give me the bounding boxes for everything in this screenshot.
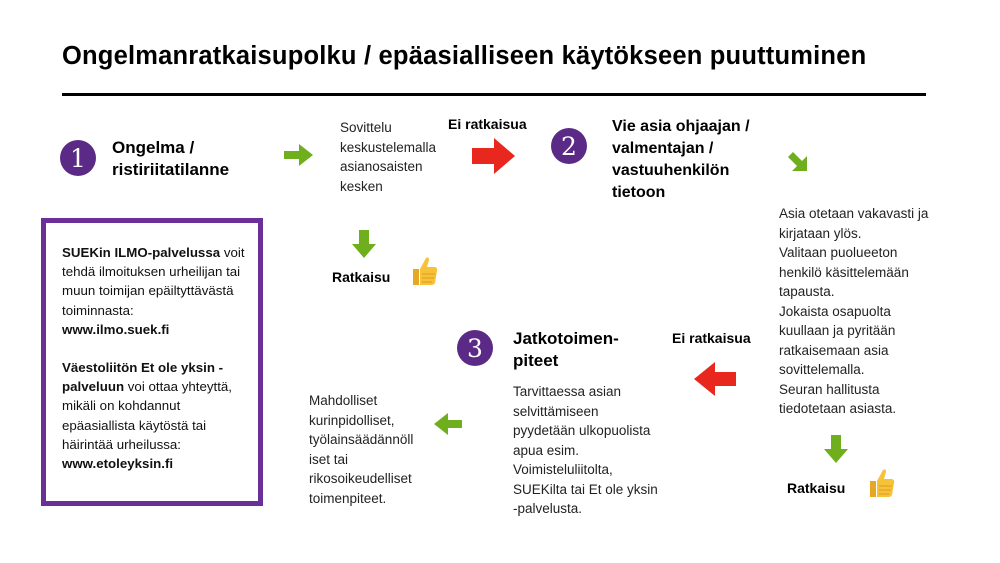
text-line: Valitaan puolueeton <box>779 245 898 260</box>
text-line: tapausta. <box>779 284 835 299</box>
title-divider <box>62 93 926 96</box>
step-2-heading-line: tietoon <box>612 184 666 201</box>
text-line: sovittelemalla. <box>779 362 865 377</box>
step-2-heading-line: Vie asia ohjaajan / <box>612 118 750 135</box>
text-line: rikosoikeudelliset <box>309 471 412 486</box>
text-line: kuullaan ja pyritään <box>779 323 896 338</box>
text-line: Seuran hallitusta <box>779 381 880 397</box>
text-line: Jokaista osapuolta <box>779 303 891 319</box>
step-3-heading-line: piteet <box>513 351 559 370</box>
text-line: työlainsäädännöll <box>309 432 414 447</box>
text-line: Asia otetaan vakavasti ja <box>779 206 929 221</box>
text-line: kirjataan ylös. <box>779 225 862 241</box>
step-3-heading-line: Jatkotoimen- <box>513 329 619 348</box>
green-arrow-icon <box>352 230 376 258</box>
text-line: Sovittelu <box>340 120 392 135</box>
text-line: kurinpidolliset, <box>309 412 395 428</box>
green-arrow-icon <box>434 413 462 435</box>
text-line: SUEKilta tai Et ole yksin <box>513 481 658 497</box>
info-paragraph-etoleyksin <box>62 358 246 473</box>
text-line: toimenpiteet. <box>309 490 387 506</box>
page-title: Ongelmanratkaisupolku / epäasialliseen käytökseen puuttuminen <box>62 42 867 70</box>
green-arrow-icon <box>824 435 848 463</box>
text-line: ratkaisemaan asia <box>779 342 889 358</box>
text-line: iset tai <box>309 451 349 467</box>
sovittelu-text <box>340 118 436 196</box>
step-1-heading-line: ristiriitatilanne <box>112 160 230 179</box>
step-2-heading-line: valmentajan / <box>612 140 714 157</box>
no-solution-label: Ei ratkaisua <box>672 330 751 346</box>
text-line: tiedotetaan asiasta. <box>779 401 897 416</box>
thumbs-up-icon <box>866 467 896 499</box>
text-line: selvittämiseen <box>513 403 599 419</box>
step-1-heading <box>112 137 229 181</box>
info-ilmo-text: voit tehdä ilmoituksen urheilijan tai muun toimijan epäiltyttävästä toiminnasta: <box>62 245 245 318</box>
step-3-heading <box>513 328 619 372</box>
step-1-number-badge: 1 <box>60 140 96 176</box>
no-solution-label: Ei ratkaisua <box>448 116 527 132</box>
text-line: apua esim. <box>513 442 580 458</box>
step-2-heading-line: vastuuhenkilön <box>612 162 730 179</box>
text-line: -palvelusta. <box>513 501 583 516</box>
text-line: henkilö käsittelemään <box>779 264 909 280</box>
tarvittaessa-text <box>513 382 658 519</box>
text-line: Mahdolliset <box>309 393 378 408</box>
thumbs-up-icon <box>409 255 439 287</box>
info-box <box>41 218 263 506</box>
solution-label: Ratkaisu <box>787 480 846 496</box>
text-line: Voimisteluliitolta, <box>513 462 613 477</box>
red-arrow-icon <box>694 362 736 396</box>
step-2-heading <box>612 116 750 204</box>
ilmo-link[interactable]: www.ilmo.suek.fi <box>62 321 170 337</box>
text-line: asianosaisten <box>340 159 423 174</box>
text-line: Tarvittaessa asian <box>513 384 622 399</box>
info-etoleyksin-text: voi ottaa yhteyttä, mikäli on kohdannut epäasiallista käytöstä tai häirintää urheilussa: <box>62 379 233 452</box>
etoleyksin-link[interactable]: www.etoleyksin.fi <box>62 456 174 472</box>
step-1-heading-line: Ongelma / <box>112 138 195 157</box>
green-arrow-icon <box>786 150 812 176</box>
step-3-number-badge: 3 <box>457 330 493 366</box>
info-ilmo-title: SUEKin ILMO-palvelussa <box>62 245 221 260</box>
text-line: pyydetään ulkopuolista <box>513 423 651 438</box>
text-line: kesken <box>340 178 383 194</box>
info-etoleyksin-title: Väestoliitön Et ole yksin - palveluun <box>62 360 224 395</box>
step-2-number-badge: 2 <box>551 128 587 164</box>
solution-label: Ratkaisu <box>332 269 391 285</box>
red-arrow-icon <box>472 138 516 174</box>
asia-text <box>779 204 928 419</box>
text-line: keskustelemalla <box>340 139 437 155</box>
mahdolliset-text <box>309 391 413 508</box>
green-arrow-icon <box>284 144 314 166</box>
info-paragraph-ilmo <box>62 243 246 339</box>
